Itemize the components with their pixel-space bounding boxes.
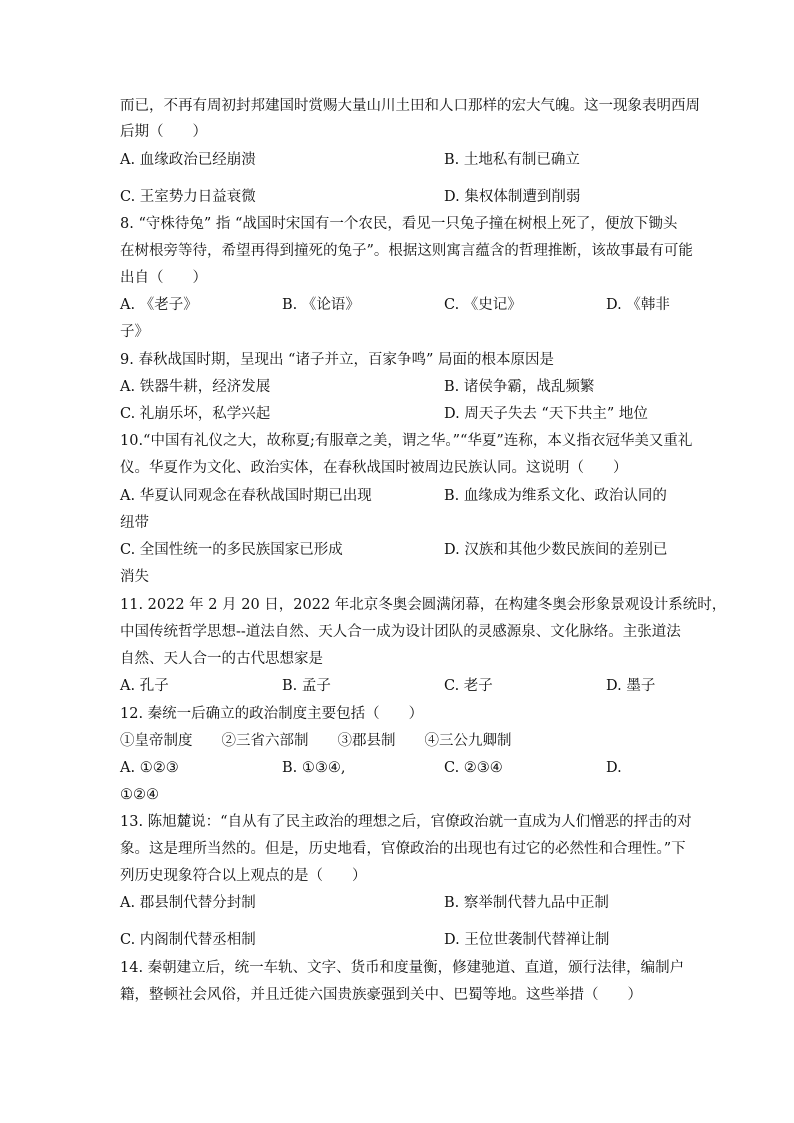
q8-option-d[interactable]: D. 《韩非 xyxy=(606,297,670,313)
q11-stem-line-2: 中国传统哲学思想--道法自然、天人合一成为设计团队的灵感源泉、文化脉络。主张道法 xyxy=(120,624,681,640)
q11-option-c[interactable]: C. 老子 xyxy=(444,678,493,694)
q12-option-b[interactable]: B. ①③④, xyxy=(282,760,346,776)
q11-option-d[interactable]: D. 墨子 xyxy=(606,678,656,694)
q10-stem-line-2: 仪。华夏作为文化、政治实体，在春秋战国时被周边民族认同。这说明（ ） xyxy=(120,460,628,476)
q12-stem-line-1: 12. 秦统一后确立的政治制度主要包括（ ） xyxy=(120,706,424,722)
q12-items: ①皇帝制度 ②三省六部制 ③郡县制 ④三公九卿制 xyxy=(120,733,512,749)
q9-option-c[interactable]: C. 礼崩乐坏，私学兴起 xyxy=(120,406,271,422)
q9-option-a[interactable]: A. 铁器牛耕，经济发展 xyxy=(120,379,271,395)
q8-option-c[interactable]: C. 《史记》 xyxy=(444,297,522,313)
q8-option-a[interactable]: A. 《老子》 xyxy=(120,297,198,313)
q10-stem-line-1: 10.“中国有礼仪之大，故称夏;有服章之美，谓之华。”“华夏”连称，本义指衣冠华美又重礼 xyxy=(120,433,693,449)
q12-option-a[interactable]: A. ①②③ xyxy=(120,760,179,776)
q10-option-d-wrap: 消失 xyxy=(120,569,149,585)
q12-option-d-wrap: ①②④ xyxy=(120,787,159,803)
q11-option-b[interactable]: B. 孟子 xyxy=(282,678,331,694)
q13-option-b[interactable]: B. 察举制代替九品中正制 xyxy=(444,895,609,911)
q11-stem-line-3: 自然、天人合一的古代思想家是 xyxy=(120,651,323,667)
q13-option-c[interactable]: C. 内阁制代替丞相制 xyxy=(120,932,256,948)
q7-stem-line-2: 后期（ ） xyxy=(120,124,207,140)
q13-option-a[interactable]: A. 郡县制代替分封制 xyxy=(120,895,256,911)
q10-option-a[interactable]: A. 华夏认同观念在春秋战国时期已出现 xyxy=(120,488,372,504)
q8-stem-line-1: 8. “守株待兔” 指 “战国时宋国有一个农民，看见一只兔子撞在树根上死了，便放下锄头 xyxy=(120,216,678,232)
q13-stem-line-3: 列历史现象符合以上观点的是（ ） xyxy=(120,868,367,884)
q7-stem-line-1: 而已，不再有周初封邦建国时赏赐大量山川土田和人口那样的宏大气魄。这一现象表明西周 xyxy=(120,98,700,114)
q8-stem-line-2: 在树根旁等待，希望再得到撞死的兔子”。根据这则寓言蕴含的哲理推断，该故事最有可能 xyxy=(120,243,693,259)
q11-stem-line-1: 11. 2022 年 2 月 20 日，2022 年北京冬奥会圆满闭幕，在构建冬奥会形象景观设计系统时， xyxy=(120,597,727,613)
q10-option-d[interactable]: D. 汉族和其他少数民族间的差别已 xyxy=(444,542,668,558)
q14-stem-line-1: 14. 秦朝建立后，统一车轨、文字、货币和度量衡，修建驰道、直道，颁行法律，编制户 xyxy=(120,960,685,976)
q9-stem-line-1: 9. 春秋战国时期，呈现出 “诸子并立，百家争鸣” 局面的根本原因是 xyxy=(120,352,554,368)
q7-option-d[interactable]: D. 集权体制遭到削弱 xyxy=(444,189,581,205)
q7-option-b[interactable]: B. 土地私有制已确立 xyxy=(444,152,580,168)
q8-option-b[interactable]: B. 《论语》 xyxy=(282,297,360,313)
q8-stem-line-3: 出自（ ） xyxy=(120,270,207,286)
q9-option-b[interactable]: B. 诸侯争霸，战乱频繁 xyxy=(444,379,595,395)
q10-option-c[interactable]: C. 全国性统一的多民族国家已形成 xyxy=(120,542,343,558)
q13-option-d[interactable]: D. 王位世袭制代替禅让制 xyxy=(444,932,610,948)
q13-stem-line-1: 13. 陈旭麓说：“自从有了民主政治的理想之后，官僚政治就一直成为人们憎恶的抨击的对 xyxy=(120,814,692,830)
q11-option-a[interactable]: A. 孔子 xyxy=(120,678,169,694)
q12-option-c[interactable]: C. ②③④ xyxy=(444,760,503,776)
q10-option-b[interactable]: B. 血缘成为维系文化、政治认同的 xyxy=(444,488,667,504)
q9-option-d[interactable]: D. 周天子失去 “天下共主” 地位 xyxy=(444,406,648,422)
q10-option-b-wrap: 纽带 xyxy=(120,515,149,531)
q12-option-d[interactable]: D. xyxy=(606,760,622,776)
q13-stem-line-2: 象。这是理所当然的。但是，历史地看，官僚政治的出现也有过它的必然性和合理性。”下 xyxy=(120,841,686,857)
q8-option-d-wrap: 子》 xyxy=(120,324,149,340)
q7-option-a[interactable]: A. 血缘政治已经崩溃 xyxy=(120,152,256,168)
q14-stem-line-2: 籍，整顿社会风俗，并且迁徙六国贵族豪强到关中、巴蜀等地。这些举措（ ） xyxy=(120,987,642,1003)
q7-option-c[interactable]: C. 王室势力日益衰微 xyxy=(120,189,256,205)
